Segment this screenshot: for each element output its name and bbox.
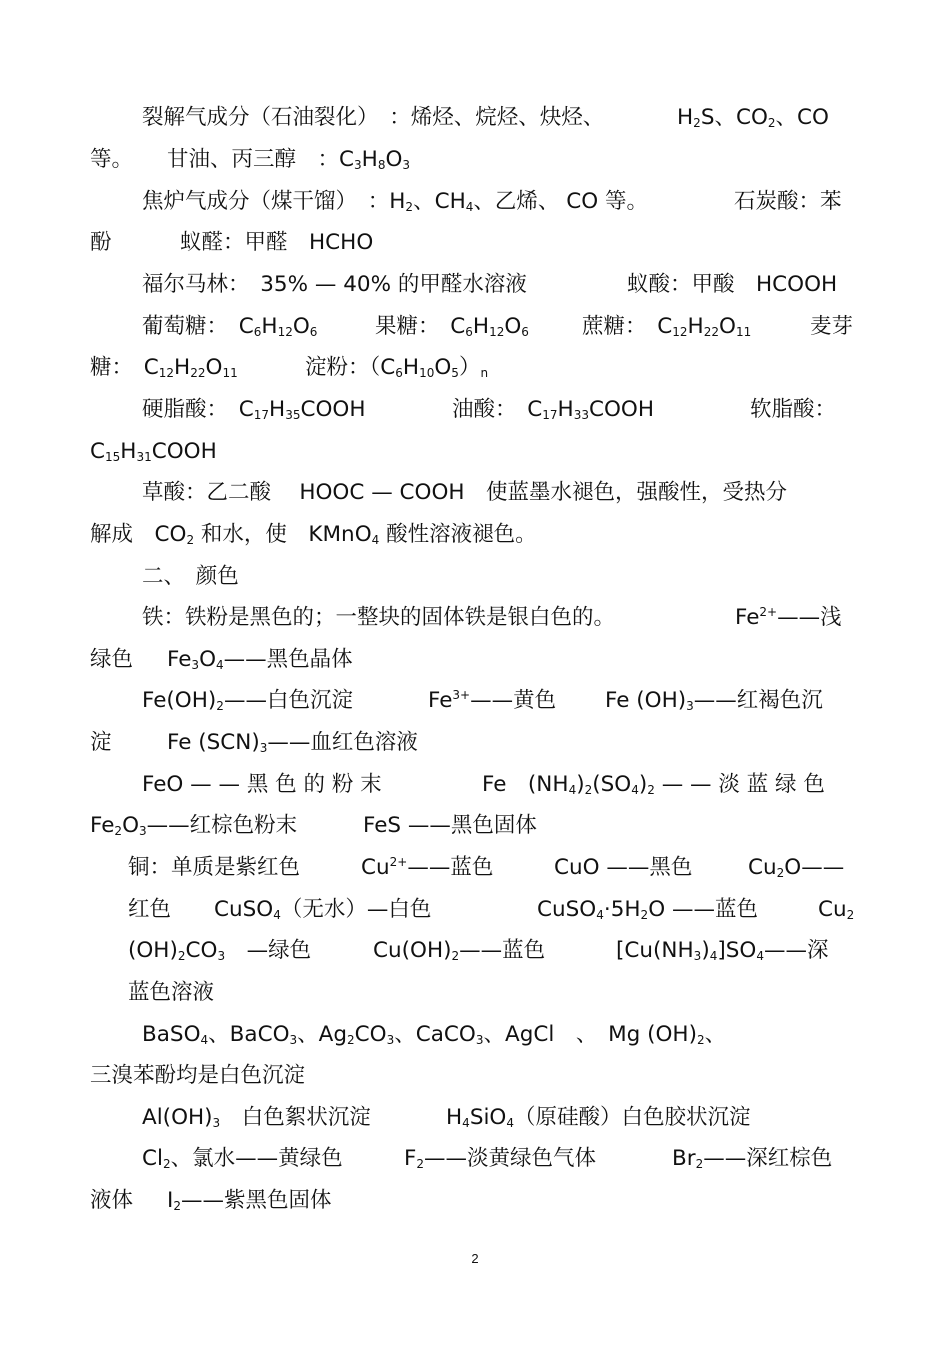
text-segment: CuSO$_4$（无水）—白色 xyxy=(214,897,432,922)
text-segment: 铁：铁粉是黑色的；一整块的固体铁是银白色的。 xyxy=(142,605,616,630)
text-line xyxy=(0,395,950,425)
text-line xyxy=(0,686,950,716)
text-segment: $H_2S$、$CO_2$、CO xyxy=(677,105,829,130)
text-line xyxy=(0,895,950,925)
text-line xyxy=(0,770,950,800)
text-segment: BaSO$_4$、BaCO$_3$、$Ag_2CO_3$、CaCO$_3$、AgCl 、 Mg $(OH)_2$、 xyxy=(142,1022,727,1047)
text-line xyxy=(0,478,950,508)
text-segment: $Al(OH)_3$ 白色絮状沉淀 xyxy=(142,1105,371,1130)
text-line xyxy=(0,1061,950,1091)
text-segment: 铜：单质是紫红色 xyxy=(128,855,301,880)
text-segment: 果糖： $C_6H_{12}O_6$ xyxy=(375,314,529,339)
text-segment: $I_2——$紫黑色固体 xyxy=(167,1188,332,1213)
text-segment: 红色 xyxy=(128,897,172,922)
text-segment: $Cu(OH)_2——$蓝色 xyxy=(373,938,546,963)
text-segment: $(OH)_2CO_3$ —绿色 xyxy=(128,938,312,963)
text-segment: 绿色 xyxy=(90,647,134,672)
text-segment: $CuSO_4\cdot 5H_2O$ ——蓝色 xyxy=(537,897,758,922)
text-segment: 糖： $C_{12}H_{22}O_{11}$ xyxy=(90,355,238,380)
text-line xyxy=(0,978,950,1008)
text-line xyxy=(0,312,950,342)
text-segment: $Fe^{2+}——$浅 xyxy=(735,605,842,630)
text-segment: $Br_2——$深红棕色 xyxy=(672,1146,833,1171)
text-line xyxy=(0,145,950,175)
text-line xyxy=(0,228,950,258)
text-segment: 石炭酸：苯 xyxy=(734,189,842,214)
text-line xyxy=(0,811,950,841)
text-segment: Fe $(OH)_3——$红褐色沉 xyxy=(605,688,823,713)
text-line xyxy=(0,728,950,758)
text-segment: $Cu_2O——$ xyxy=(748,855,845,880)
text-segment: 等。 xyxy=(90,147,134,172)
section-heading xyxy=(0,562,950,592)
text-segment: 蚁酸：甲酸 HCOOH xyxy=(627,272,838,297)
text-segment: 麦芽 xyxy=(810,314,854,339)
text-segment: FeO — — 黑 色 的 粉 末 xyxy=(142,772,382,797)
text-segment: CuO ——黑色 xyxy=(554,855,693,880)
text-line xyxy=(0,187,950,217)
text-segment: 焦炉气成分（煤干馏） ：$H_2$、$CH_4$、乙烯、 CO 等。 xyxy=(142,189,648,214)
text-segment: 草酸：乙二酸 HOOC — COOH 使蓝墨水褪色，强酸性，受热分 xyxy=(142,480,788,505)
text-segment: Fe $(SCN)_3——$血红色溶液 xyxy=(167,730,418,755)
text-line xyxy=(0,1020,950,1050)
text-segment: 蔗糖： $C_{12}H_{22}O_{11}$ xyxy=(582,314,752,339)
text-segment: $Cl_2$、氯水——黄绿色 xyxy=(142,1146,343,1171)
text-segment: 硬脂酸： $C_{17}H_{35}COOH$ xyxy=(142,397,366,422)
text-segment: $F_2——$淡黄绿色气体 xyxy=(404,1146,597,1171)
text-line xyxy=(0,1144,950,1174)
text-segment: 软脂酸： xyxy=(750,397,837,422)
text-segment: 液体 xyxy=(90,1188,134,1213)
page-number: 2 xyxy=(471,1251,479,1266)
text-segment: Fe $(NH_4)_2(SO_4)_2$ — — 淡 蓝 绿 色 xyxy=(482,772,825,797)
text-segment: $C_{15}H_{31}COOH$ xyxy=(90,439,217,464)
text-segment: 蚁醛：甲醛 HCHO xyxy=(180,230,374,255)
text-segment: $Fe_2O_3——$红棕色粉末 xyxy=(90,813,298,838)
text-line xyxy=(0,1186,950,1216)
text-segment: 蓝色溶液 xyxy=(128,980,215,1005)
text-segment: 甘油、丙三醇 ：$C_3H_8O_3$ xyxy=(167,147,411,172)
text-segment: 淀 xyxy=(90,730,112,755)
text-segment: 葡萄糖： $C_6H_{12}O_6$ xyxy=(142,314,318,339)
text-line xyxy=(0,103,950,133)
text-line xyxy=(0,936,950,966)
text-segment: $H_4SiO_4$（原硅酸）白色胶状沉淀 xyxy=(446,1105,751,1130)
text-segment: 福尔马林： 35% — 40% 的甲醛水溶液 xyxy=(142,272,527,297)
text-line xyxy=(0,1103,950,1133)
text-segment: 解成 $CO_2$ 和水，使 KMnO$_4$ 酸性溶液褪色。 xyxy=(90,522,537,547)
text-segment: FeS ——黑色固体 xyxy=(363,813,537,838)
text-segment: 淀粉：$(C_6H_{10}O_5)_n$ xyxy=(305,355,489,380)
text-line xyxy=(0,270,950,300)
text-segment: $[Cu(NH_3)_4]SO_4——$深 xyxy=(616,938,829,963)
text-line xyxy=(0,437,950,467)
text-line xyxy=(0,353,950,383)
text-segment: 酚 xyxy=(90,230,112,255)
text-line xyxy=(0,520,950,550)
text-segment: $Cu^{2+}——$蓝色 xyxy=(361,855,494,880)
text-line xyxy=(0,603,950,633)
text-segment: 油酸： $C_{17}H_{33}COOH$ xyxy=(452,397,655,422)
text-segment: $Fe_3O_4——$黑色晶体 xyxy=(167,647,353,672)
text-segment: 三溴苯酚均是白色沉淀 xyxy=(90,1063,306,1088)
text-segment: $Fe^{3+}——$黄色 xyxy=(428,688,557,713)
text-segment: 裂解气成分（石油裂化） ：烯烃、烷烃、炔烃、 xyxy=(142,105,605,130)
text-line xyxy=(0,645,950,675)
text-segment: 二、 颜色 xyxy=(142,564,239,589)
text-line xyxy=(0,853,950,883)
text-segment: $Cu_2$ xyxy=(818,897,855,922)
text-segment: $Fe(OH)_2——$白色沉淀 xyxy=(142,688,353,713)
